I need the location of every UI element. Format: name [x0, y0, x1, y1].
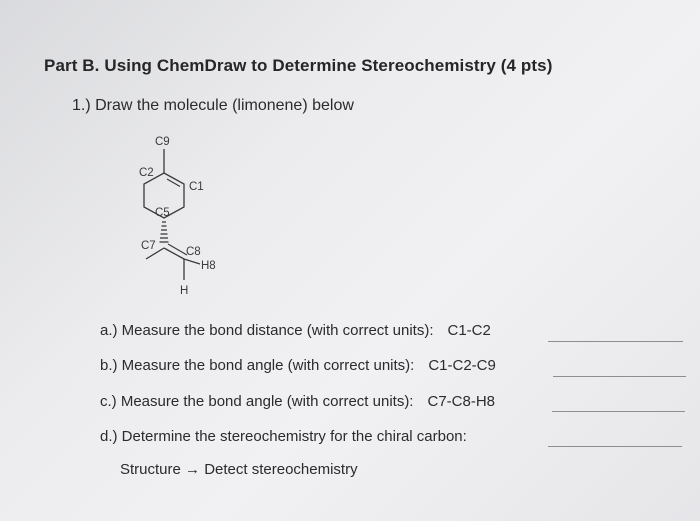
hashed-wedge-bond [160, 222, 169, 242]
menu-structure: Structure [120, 461, 181, 478]
question-d-text: d.) Determine the stereochemistry for the chiral carbon: [100, 428, 467, 445]
answer-line-c[interactable] [552, 411, 685, 412]
label-c9: C9 [155, 136, 170, 148]
question-c [100, 393, 495, 410]
label-c2: C2 [139, 167, 154, 179]
question-b [100, 357, 496, 374]
question-c-text: c.) Measure the bond angle (with correct units): [100, 393, 414, 410]
bond-c8-h8 [184, 259, 200, 264]
label-h8: H8 [201, 260, 216, 272]
answer-line-d[interactable] [548, 446, 682, 447]
label-c5: C5 [155, 207, 170, 219]
question-b-target: C1-C2-C9 [428, 357, 496, 374]
menu-path-hint [120, 461, 358, 478]
instruction-text: 1.) Draw the molecule (limonene) below [72, 97, 354, 114]
answer-line-b[interactable] [553, 376, 686, 377]
question-a [100, 322, 491, 339]
question-a-text: a.) Measure the bond distance (with correct units): [100, 322, 434, 339]
menu-detect-stereochemistry: Detect stereochemistry [204, 461, 358, 478]
label-c1: C1 [189, 181, 204, 193]
question-b-text: b.) Measure the bond angle (with correct units): [100, 357, 415, 374]
arrow-right-icon: → [185, 461, 201, 478]
label-h: H [180, 285, 189, 297]
question-c-target: C7-C8-H8 [427, 393, 495, 410]
section-heading: Part B. Using ChemDraw to Determine Stereochemistry (4 pts) [44, 56, 553, 75]
question-a-target: C1-C2 [447, 322, 491, 339]
limonene-structure [130, 128, 240, 306]
label-c7: C7 [141, 240, 156, 252]
label-c8: C8 [186, 246, 201, 258]
bond-c7-c8-double [168, 244, 187, 255]
question-d [100, 428, 467, 445]
bond-c7-c8 [164, 248, 184, 259]
answer-line-a[interactable] [548, 341, 683, 342]
